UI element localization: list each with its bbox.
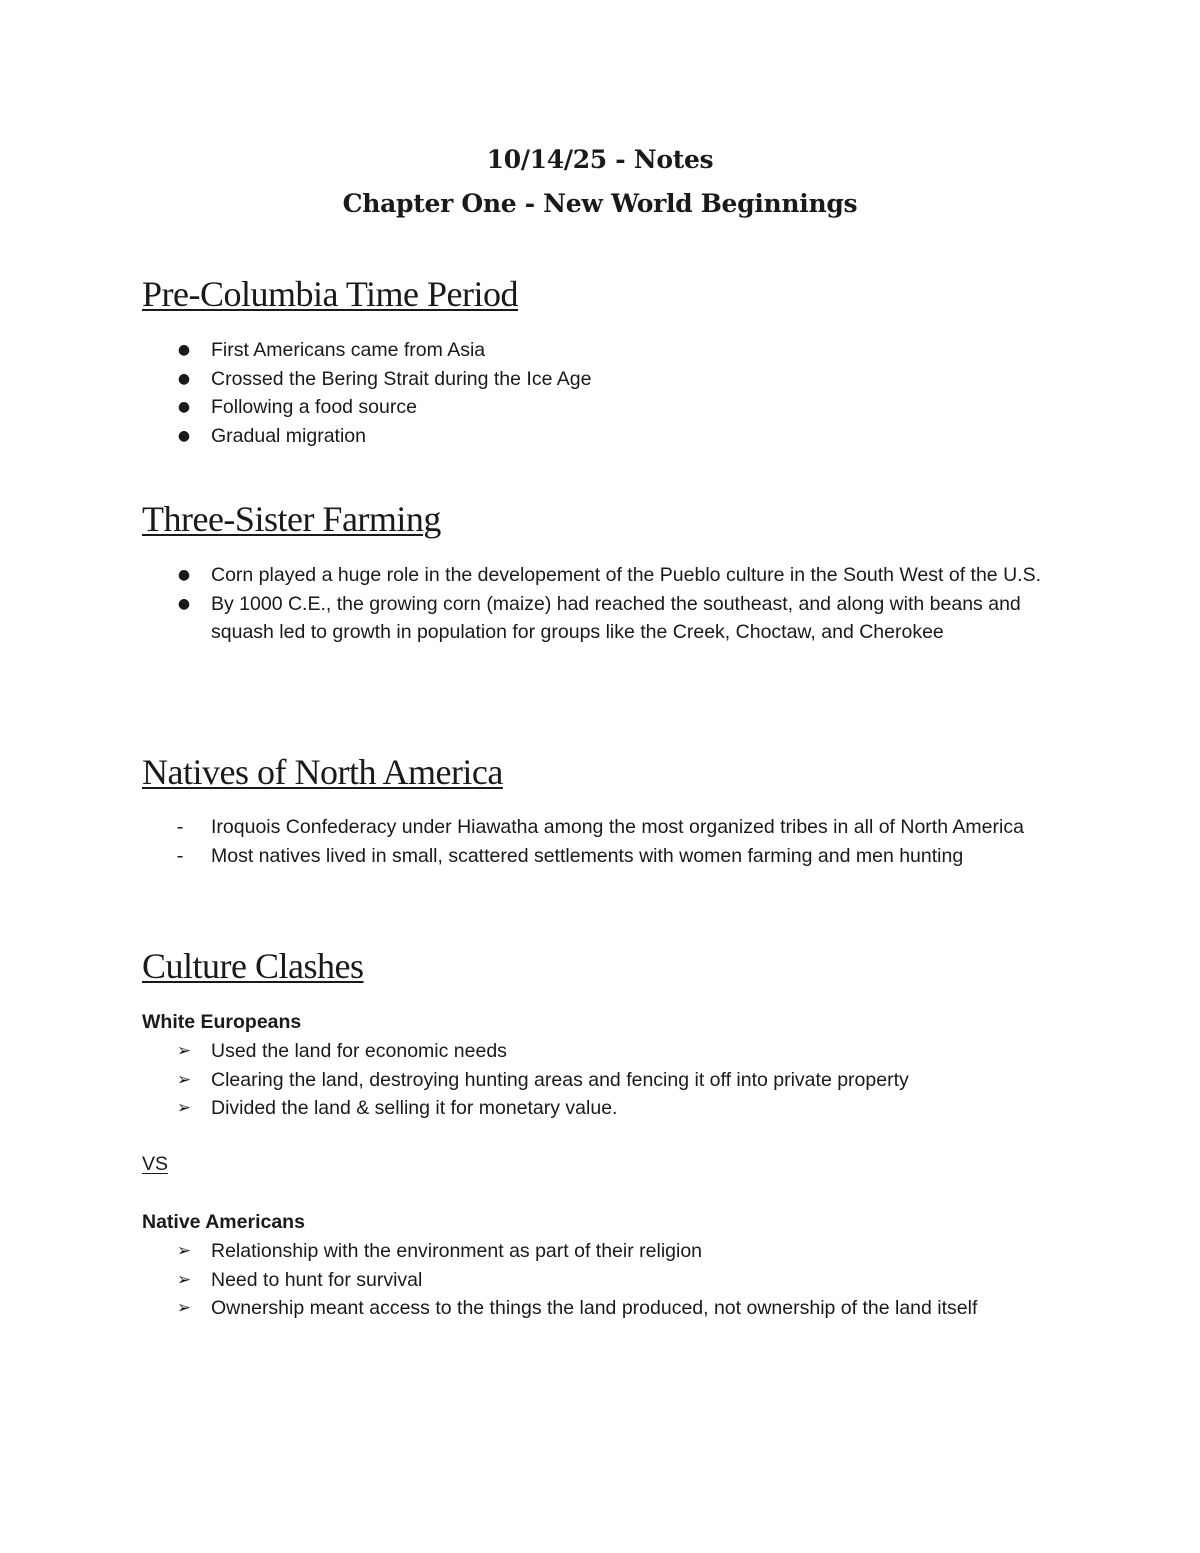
list-item: [0, 1266, 1200, 1295]
list-item: [0, 393, 1200, 422]
dash-icon: -: [176, 816, 184, 838]
list-item-text: Clearing the land, destroying hunting areas and fencing it off into private property: [211, 1068, 909, 1091]
subheading-native-americans: Native Americans: [142, 1211, 305, 1233]
document-date-title: 10/14/25 - Notes: [486, 145, 714, 174]
list-item-text: Relationship with the environment as part of their religion: [211, 1240, 703, 1262]
list-item-text: Iroquois Confederacy under Hiawatha among the most organized tribes in all of North America: [211, 816, 1024, 838]
bullet-icon: ●: [177, 342, 191, 358]
arrow-icon: ➢: [176, 1098, 192, 1118]
subheading-white-europeans: White Europeans: [142, 1011, 302, 1033]
three-sister-list: [0, 561, 1200, 647]
list-item-text: Corn played a huge role in the developement of the Pueblo culture in the South West of the U.S.: [211, 564, 1041, 586]
list-item-text: By 1000 C.E., the growing corn (maize) had reached the southeast, and along with beans and squash led to growth in population for groups like the Creek, Choctaw, and Cherokee: [211, 592, 1021, 643]
section-heading-culture-clashes: Culture Clashes: [142, 946, 364, 986]
arrow-icon: ➢: [176, 1041, 192, 1061]
list-item: [0, 365, 1200, 394]
list-item: [0, 1237, 1200, 1266]
document-chapter-title: Chapter One - New World Beginnings: [342, 189, 858, 218]
list-item: [0, 813, 1200, 842]
arrow-icon: ➢: [176, 1269, 192, 1290]
section-heading-three-sister-farming: Three-Sister Farming: [142, 499, 441, 539]
list-item: [0, 422, 1200, 451]
list-item-text: Divided the land & selling it for monetary value.: [211, 1097, 618, 1119]
list-item: [0, 1066, 1200, 1095]
arrow-icon: ➢: [176, 1298, 192, 1318]
list-item: [0, 1094, 1200, 1123]
section-heading-pre-columbia: Pre-Columbia Time Period: [142, 274, 519, 314]
dash-icon: -: [176, 844, 184, 867]
list-item-text: Following a food source: [211, 396, 417, 418]
bullet-icon: ●: [177, 595, 191, 612]
list-item-text: Need to hunt for survival: [211, 1268, 423, 1291]
list-item: [0, 842, 1200, 871]
bullet-icon: ●: [177, 399, 191, 415]
list-item-text: Used the land for economic needs: [211, 1040, 507, 1062]
bullet-icon: ●: [177, 567, 191, 583]
section-heading-natives: Natives of North America: [142, 752, 503, 792]
list-item-text: Crossed the Bering Strait during the Ice Age: [211, 367, 592, 390]
list-item-text: Most natives lived in small, scattered settlements with women farming and men hunting: [211, 844, 964, 867]
natives-list: [0, 813, 1200, 870]
list-item: [0, 561, 1200, 590]
europeans-list: [0, 1037, 1200, 1123]
list-item: [0, 1294, 1200, 1323]
arrow-icon: ➢: [176, 1069, 192, 1090]
pre-columbia-list: [0, 336, 1200, 450]
bullet-icon: ●: [177, 370, 191, 387]
arrow-icon: ➢: [176, 1241, 192, 1261]
list-item-text: First Americans came from Asia: [211, 339, 486, 361]
list-item-text: Ownership meant access to the things the land produced, not ownership of the land itself: [211, 1297, 978, 1319]
bullet-icon: ●: [177, 427, 191, 444]
versus-label: VS: [142, 1153, 169, 1175]
list-item: [0, 1037, 1200, 1066]
list-item: [0, 336, 1200, 365]
list-item-text: Gradual migration: [211, 424, 366, 447]
list-item: [0, 590, 1200, 647]
native-americans-list: [0, 1237, 1200, 1323]
